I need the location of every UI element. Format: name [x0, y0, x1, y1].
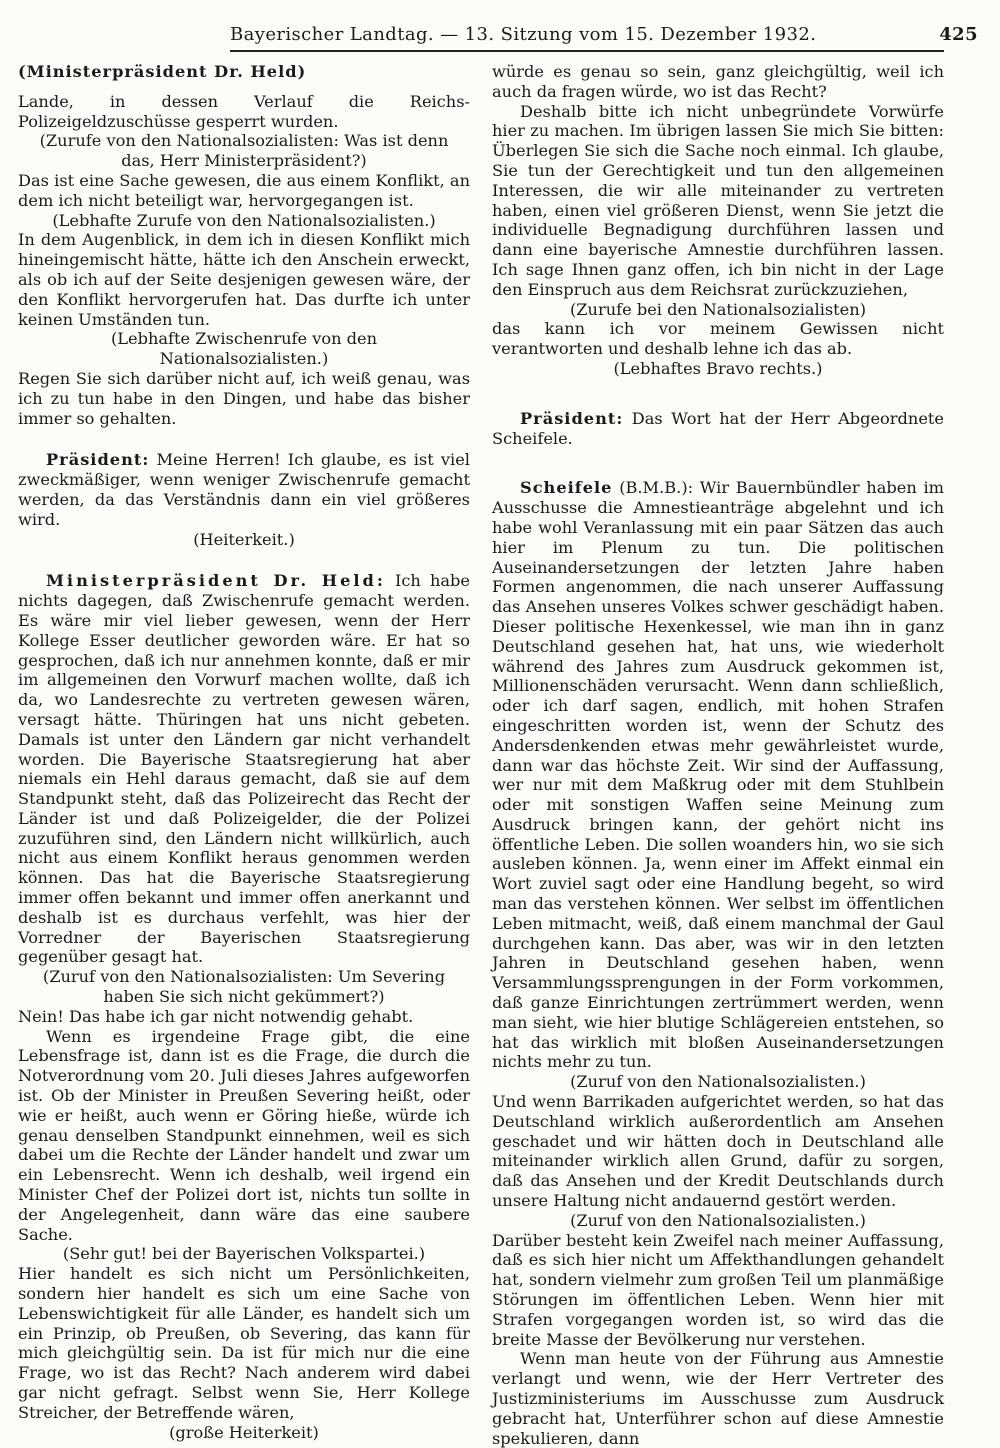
paragraph: Das ist eine Sache gewesen, die aus einem Konflikt, an dem ich nicht beteiligt war, hervorgegangen ist.	[18, 170, 470, 210]
speaker-name: Präsident:	[520, 408, 624, 428]
page-number: 425	[939, 24, 978, 45]
president-statement: Präsident: Meine Herren! Ich glaube, es ist viel zweckmäßiger, wenn weniger Zwischenrufe gemacht werden, da das Verständnis dann ein viel größeres wird.	[18, 450, 470, 529]
interjection: (Sehr gut! bei der Bayerischen Volkspartei.)	[62, 1244, 426, 1264]
president-statement: Präsident: Das Wort hat der Herr Abgeordnete Scheifele.	[492, 408, 944, 448]
running-header	[230, 24, 978, 52]
party-label: (B.M.B.):	[612, 478, 694, 498]
paragraph: Wenn es irgendeine Frage gibt, die eine Lebensfrage ist, dann ist es die Frage, die durch die Notverordnung vom 20. Juli dieses Jahres aufgeworfen ist. Ob der Minister in Preußen Severing heißt, oder wie er heißt, auch wenn er Göring hieße, würde ich genau denselben Standpunkt einnehmen, weil es sich dabei um die Rechte der Länder handelt und zwar um ein Lebensrecht. Wenn ich deshalb, weil irgend ein Minister Chef der Polizei dort ist, nichts tun sollte in der Angelegenheit, dann wäre das eine saubere Sache.	[18, 1026, 470, 1244]
scheifele-statement: Scheifele (B.M.B.): Wir Bauernbündler haben im Ausschusse die Amnestieanträge abgelehnt und ich habe wohl Veranlassung mit ein paar Sätzen das auch hier im Plenum zu tun. Die politischen Auseinandersetzungen der letzten Jahre haben Formen angenommen, die nach unserer Auffassung das Ansehen unseres Volkes schwer geschädigt haben. Dieser politische Hexenkessel, wie man ihn in ganz Deutschland gesehen hat, hat uns, wie wiederholt während des Jahres zum Ausdruck gekommen ist, Millionenschäden verursacht. Wenn dann schließlich, oder ich darf sagen, endlich, mit hohen Strafen eingeschritten worden ist, wenn der Schutz des Andersdenkenden etwas mehr gewährleistet wurde, dann war das höchste Zeit. Wir sind der Auffassung, wer nur mit dem Maßkrug oder mit dem Stuhlbein oder mit sonstigen Waffen seine Meinung zum Ausdruck bringen kann, der gehört nicht ins öffentliche Leben. Die sollen woanders hin, wo sie sich ausleben können. Ja, wenn einer im Affekt einmal ein Wort zuviel sagt oder eine Handlung begeht, so wird man das verstehen können. Wer selbst im öffentlichen Leben mitmacht, weiß, daß einem manchmal der Gaul durchgehen kann. Das aber, was wir in den letzten Jahren in Deutschland gesehen haben, wenn Versammlungssprengungen in der Form vorkommen, daß ganze Einrichtungen zertrümmert werden, wenn man sieht, wie hier blutige Schlägereien entstehen, so hat das wirklich mit bloßen Auseinandersetzungen nichts mehr zu tun.	[492, 478, 944, 1072]
paragraph: In dem Augenblick, in dem ich in diesen Konflikt mich hineingemischt hätte, hätte ich den Anschein erweckt, als ob ich auf der Seite desjenigen gewesen wäre, der den Konflikt hervorgerufen hat. Das durfte ich unter keinen Umständen tun.	[18, 230, 470, 329]
paragraph: Lande, in dessen Verlauf die Reichs-Polizeigeldzuschüsse gesperrt wurden.	[18, 91, 470, 131]
interjection: (Zuruf von den Nationalsozialisten.)	[570, 1210, 866, 1230]
paragraph: Darüber besteht kein Zweifel nach meiner Auffassung, daß es sich hier nicht um Affekthandlungen gehandelt hat, sondern vielmehr zum großen Teil um planmäßige Störungen im öffentlichen Leben. Wenn hier mit Strafen vorgegangen worden ist, so wird das die breite Masse der Bevölkerung nur verstehen.	[492, 1230, 944, 1349]
interjection: (Lebhafte Zwischenrufe von den Nationalsozialisten.)	[110, 329, 378, 369]
interjection: (Zuruf von den Nationalsozialisten.)	[570, 1072, 866, 1092]
right-column	[492, 62, 944, 1448]
interjection: (Heiterkeit.)	[193, 529, 295, 549]
running-speaker: (Ministerpräsident Dr. Held)	[18, 62, 307, 81]
paragraph: Hier handelt es sich nicht um Persönlichkeiten, sondern hier handelt es sich um eine Sache von Lebenswichtigkeit für alle Länder, es handelt sich um ein Prinzip, ob Preußen, ob Severing, das kann für mich gleichgültig sein. Da ist für mich nur die eine Frage, wo ist das Recht? Nach anderem wird dabei gar nicht gefragt. Selbst wenn Sie, Herr Kollege Streicher, der Betreffende wären,	[18, 1264, 470, 1422]
text-columns	[18, 62, 944, 1448]
speaker-name: Scheifele	[520, 478, 613, 498]
interjection: (Zurufe bei den Nationalsozialisten)	[569, 299, 867, 319]
interjection: (Lebhafte Zurufe von den Nationalsozialisten.)	[52, 210, 436, 230]
interjection: (Lebhaftes Bravo rechts.)	[613, 358, 823, 378]
speaker-name: Präsident:	[46, 450, 150, 470]
paragraph: Nein! Das habe ich gar nicht notwendig gehabt.	[18, 1006, 414, 1026]
paragraph: Regen Sie sich darüber nicht auf, ich weiß genau, was ich zu tun habe in den Dingen, und habe das bisher immer so gehalten.	[18, 368, 470, 428]
paragraph: Deshalb bitte ich nicht unbegründete Vorwürfe hier zu machen. Im übrigen lassen Sie mich Sie bitten: Überlegen Sie sich die Sache noch einmal. Ich glaube, Sie tun der Gerechtigkeit und tun den allgemeinen Interessen, die wir alle miteinander zu vertreten haben, einen viel größeren Dienst, wenn Sie jetzt die individuelle Begnadigung durchführen lassen und dann eine bayerische Amnestie durchführen lassen. Ich sage Ihnen ganz offen, ich bin nicht in der Lage den Einspruch aus dem Reichsrat zurückzuziehen,	[492, 101, 944, 299]
paragraph: Und wenn Barrikaden aufgerichtet werden, so hat das Deutschland wirklich außerordentlich am Ansehen geschadet und wir hätten doch in Deutschland alle miteinander wirklich allen Grund, dafür zu sorgen, daß das Ansehen und der Kredit Deutschlands durch unsere Haltung nicht andauernd gestört werden.	[492, 1092, 944, 1211]
paragraph: Wenn man heute von der Führung aus Amnestie verlangt und wenn, wie der Herr Vertreter des Justizministeriums im Ausschusse zum Ausdruck gebracht hat, Unterführer schon auf diese Amnestie spekulieren, dann	[492, 1349, 944, 1448]
minister-statement: Ministerpräsident Dr. Held: Ich habe nichts dagegen, daß Zwischenrufe gemacht werden. Es wäre mir viel lieber gewesen, wenn der Herr Kollege Esser deutlicher geworden wäre. Er hat so gesprochen, daß ich nur annehmen konnte, daß er mir im allgemeinen den Vorwurf machen wollte, daß ich da, wo Landesrechte zu vertreten gewesen wären, versagt hätte. Thüringen hat uns nicht gebeten. Damals ist unter den Ländern gar nicht verhandelt worden. Die Bayerische Staatsregierung hat aber niemals ein Hehl daraus gemacht, daß sie auf dem Standpunkt steht, daß das Polizeirecht das Recht der Länder ist und daß Polizeigelder, die der Polizei zuzuführen sind, den Ländern nicht willkürlich, auch nicht aus einem Konflikt heraus genommen werden können. Das hat die Bayerische Staatsregierung immer offen bekannt und immer offen anerkannt und deshalb ist es durchaus verfehlt, was hier der Vorredner der Bayerischen Staatsregierung gegenüber gesagt hat.	[18, 571, 470, 967]
speaker-name: Ministerpräsident Dr. Held:	[46, 571, 386, 591]
paragraph: das kann ich vor meinem Gewissen nicht verantworten und deshalb lehne ich das ab.	[492, 319, 944, 359]
interjection: (Zuruf von den Nationalsozialisten: Um Severing haben Sie sich nicht gekümmert?)	[42, 967, 446, 1007]
header-title: Bayerischer Landtag. — 13. Sitzung vom 15. Dezember 1932.	[230, 24, 817, 45]
interjection: (große Heiterkeit)	[169, 1422, 319, 1442]
interjection: (Zurufe von den Nationalsozialisten: Was ist denn das, Herr Ministerpräsident?)	[39, 131, 449, 171]
left-column	[18, 62, 470, 1448]
paragraph: würde es genau so sein, ganz gleichgültig, weil ich auch da fragen würde, wo ist das Recht?	[492, 62, 944, 101]
